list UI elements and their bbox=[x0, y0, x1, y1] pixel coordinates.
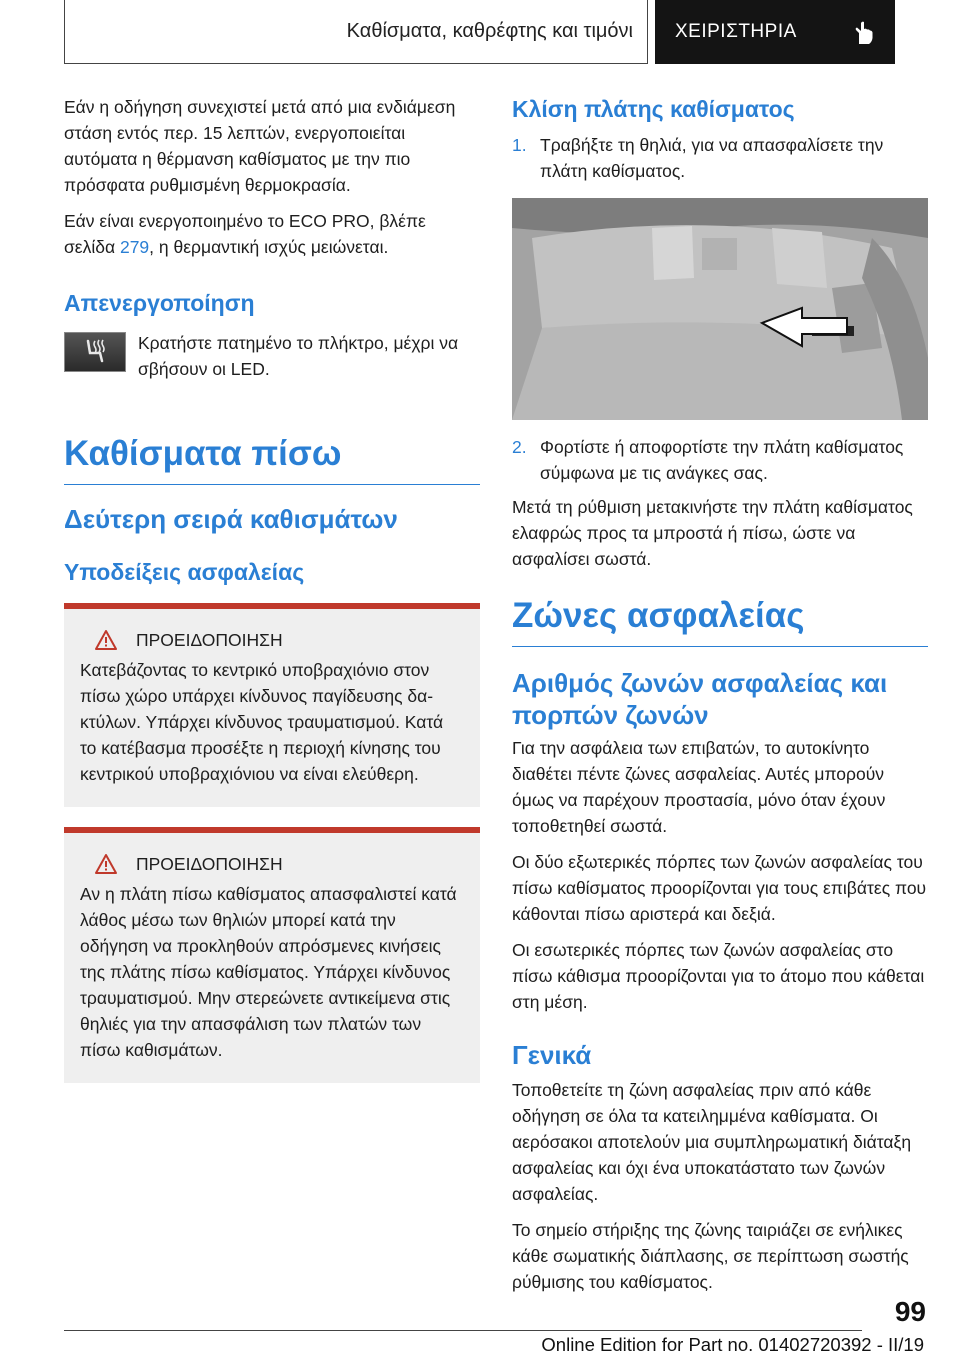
right-column bbox=[512, 94, 928, 1305]
chapter-label: ΧΕΙΡΙΣΤΗΡΙΑ bbox=[675, 21, 797, 42]
rear-seats-heading: Καθίσματα πίσω bbox=[64, 432, 480, 485]
list-item bbox=[512, 132, 928, 184]
general-paragraph: Το σημείο στήριξης της ζώνης ταιριάζει σε ενήλικες κάθε σωματικής διάπλασης, σε περίπτωση σωστής ρύθμισης του καθίσματος. bbox=[512, 1220, 909, 1292]
steps-list bbox=[512, 434, 928, 486]
eco-pro-text: Εάν είναι ενεργοποιημένο το ECO PRO, βλέπε σελίδα bbox=[64, 211, 426, 257]
warning-triangle-icon bbox=[94, 629, 118, 651]
warning-box bbox=[64, 603, 480, 807]
left-column bbox=[64, 94, 480, 1083]
belts-paragraph: Οι δύο εξωτερικές πόρπες των ζωνών ασφαλείας του πίσω καθίσματος προορίζονται για τους επιβάτες που κάθονται πίσω αριστερά και δεξιά. bbox=[512, 852, 927, 924]
safety-notes-heading: Υποδείξεις ασφαλείας bbox=[64, 559, 305, 585]
eco-pro-paragraph bbox=[64, 208, 480, 260]
page-number: 99 bbox=[894, 1296, 926, 1327]
edition-footer: Online Edition for Part no. 01402720392 - II/19 bbox=[541, 1334, 924, 1355]
steps-list bbox=[512, 132, 928, 184]
footer-divider bbox=[64, 1330, 862, 1331]
belts-paragraph: Για την ασφάλεια των επιβατών, το αυτοκίνητο διαθέτει πέντε ζώνες ασφαλείας. Αυτές μπορούν όμως να παρέχουν προστασία, μόνο όταν έχουν τοποθετηθεί σωστά. bbox=[512, 738, 886, 836]
warning-title-row bbox=[80, 853, 464, 875]
list-item bbox=[512, 434, 928, 486]
second-row-heading: Δεύτερη σειρά καθισμάτων bbox=[64, 504, 398, 534]
section-title: Καθίσματα, καθρέφτης και τιμόνι bbox=[346, 20, 633, 42]
warning-triangle-icon bbox=[94, 853, 118, 875]
general-paragraph: Τοποθετείτε τη ζώνη ασφαλείας πριν από κάθε οδήγηση σε όλα τα κατειλημμένα καθίσματα. Οι αερόσακοι αποτελούν μια συμπληρωματική διάταξη ασφαλείας και όχι ένα υποκατάστατο των ζωνών ασφαλείας. bbox=[512, 1080, 912, 1204]
running-header-section bbox=[64, 0, 648, 64]
seat-heating-button-icon bbox=[64, 332, 126, 372]
after-steps-paragraph: Μετά τη ρύθμιση μετακινήστε την πλάτη καθίσματος ελαφρώς προς τα μπροστά ή πίσω, ώστε να ασφαλίσει σωστά. bbox=[512, 497, 913, 569]
page-reference-link[interactable]: 279 bbox=[119, 237, 150, 257]
chapter-tab bbox=[655, 0, 895, 64]
intro-paragraph: Εάν η οδήγηση συνεχιστεί μετά από μια ενδιάμεση στάση εντός περ. 15 λεπτών, ενεργοποιείται αυτόματα η θέρμανση καθίσματος με την πιο πρόσφατα ρυθμισμένη θερμοκρασία. bbox=[64, 97, 456, 195]
warning-box bbox=[64, 827, 480, 1083]
belts-paragraph: Οι εσωτερικές πόρπες των ζωνών ασφαλείας στο πίσω κάθισμα προορίζονται για το άτομο που κάθεται στη μέση. bbox=[512, 940, 925, 1012]
deactivation-heading: Απενεργοποίηση bbox=[64, 290, 255, 316]
hand-pointer-icon bbox=[851, 20, 877, 46]
step-text: Φορτίστε ή αποφορτίστε την πλάτη καθίσματος σύμφωνα με τις ανάγκες σας. bbox=[540, 437, 904, 483]
rear-seat-illustration bbox=[512, 198, 928, 420]
warning-title-row bbox=[80, 629, 464, 651]
eco-pro-text-end: , η θερμαντική ισχύς μειώνεται. bbox=[149, 237, 389, 257]
general-heading: Γενικά bbox=[512, 1040, 592, 1070]
belts-count-heading: Αριθμός ζωνών ασφαλείας και πορπών ζωνών bbox=[512, 668, 888, 730]
backrest-folding-heading: Κλίση πλάτης καθίσματος bbox=[512, 96, 795, 122]
warning-title: ΠΡΟΕΙΔΟΠΟΙΗΣΗ bbox=[136, 853, 283, 874]
seat-belts-heading: Ζώνες ασφαλείας bbox=[512, 594, 928, 647]
warning-text: Κατεβάζοντας το κεντρικό υποβραχιόνιο στον πίσω χώρο υπάρχει κίνδυνος παγίδευσης δακτύλων. Υπάρχει κίνδυνος τραυματισμού. Κατά το κατέβασμα προσέξτε η περιοχή κίνησης του κεντρικού υποβραχιόνιου να είναι ελεύθερη. bbox=[80, 660, 444, 784]
rear-seat-photo bbox=[512, 198, 928, 420]
deactivation-text: Κρατήστε πατημένο το πλήκτρο, μέχρι να σβήσουν οι LED. bbox=[138, 333, 459, 379]
step-number: 1. bbox=[512, 135, 527, 155]
warning-text: Αν η πλάτη πίσω καθίσματος απασφαλιστεί κατά λάθος μέσω των θηλιών μπορεί κατά την οδήγηση να προκληθούν απρόσμενες κινήσεις της πλάτης πίσω καθίσματος. Υπάρχει κίνδυνος τραυματισμού. Μην στερεώνετε αντικείμενα στις θηλιές για την απασφάλιση των πλατών των πίσω καθισμάτων. bbox=[80, 884, 457, 1060]
warning-title: ΠΡΟΕΙΔΟΠΟΙΗΣΗ bbox=[136, 629, 283, 650]
step-number: 2. bbox=[512, 437, 527, 457]
step-text: Τραβήξτε τη θηλιά, για να απασφαλίσετε την πλάτη καθίσματος. bbox=[540, 135, 884, 181]
seat-heating-icon bbox=[78, 337, 112, 367]
deactivation-instruction bbox=[64, 330, 480, 382]
